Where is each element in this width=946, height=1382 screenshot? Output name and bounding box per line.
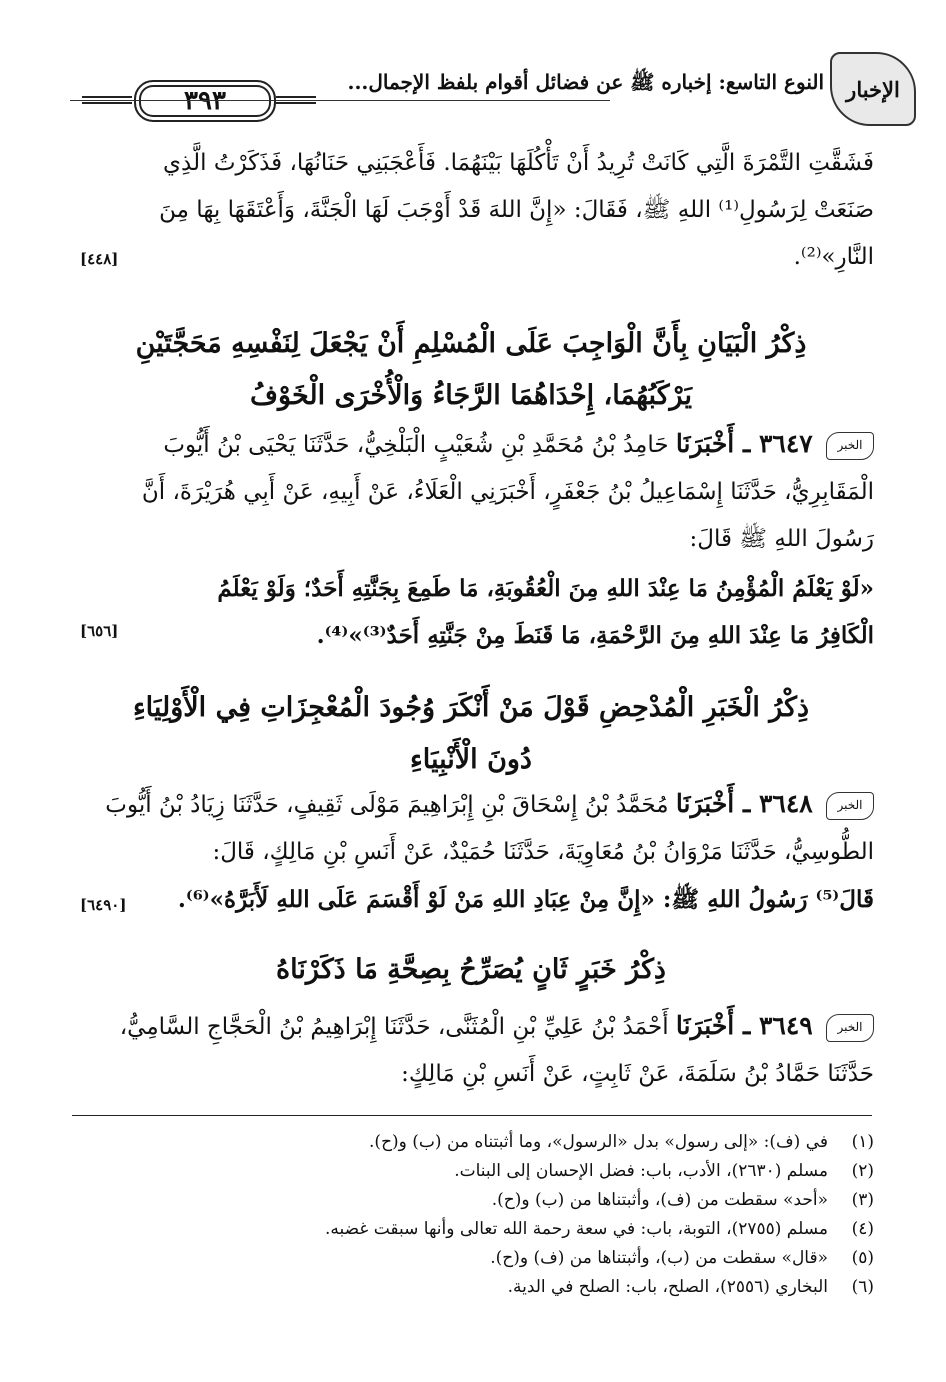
footnote [74,1244,874,1273]
cross-reference: [٦٤٩٠] [80,896,127,914]
hadith-number: ٣٦٤٧ ـ أَخْبَرَنَا [675,429,813,458]
hadith-3647 [68,420,874,563]
footnote-number: (٢) [851,1161,874,1181]
footnote-text: في (ف): «إلى رسول» بدل «الرسول»، وما أثبتناه من (ب) و(ح). [369,1132,828,1152]
text-line: رَسُولَ اللهِ ﷺ قَالَ: [689,526,874,552]
text-line: صَنَعَتْ لِرَسُولِ⁽¹⁾ اللهِ ﷺ، فَقَالَ: «إِنَّ اللهَ قَدْ أَوْجَبَ لَهَا الْجَنَّةَ، وَأَعْتَقَهَا بِهَا مِنَ [159,197,874,223]
footnotes [74,1128,874,1302]
heading-line: ذِكْرُ الْبَيَانِ بِأَنَّ الْوَاجِبَ عَلَى الْمُسْلِمِ أَنْ يَجْعَلَ لِنَفْسِهِ مَحَجَّتَيْنِ [135,328,807,359]
text-line: الْمَقَابِرِيُّ، حَدَّثَنَا إِسْمَاعِيلُ بْنُ جَعْفَرٍ، أَخْبَرَنِي الْعَلَاءُ، عَنْ أَبِيهِ، عَنْ أَبِي هُرَيْرَةَ، أَنَّ [141,479,874,505]
chapter-badge: الإخبار [830,52,916,126]
footnote-text: «قال» سقطت من (ب)، وأثبتناها من (ف) و(ح). [490,1248,828,1268]
khabar-ornament-icon: الخبر [826,1014,874,1042]
section-heading [68,944,874,996]
hadith-number: ٣٦٤٩ ـ أَخْبَرَنَا [675,1011,813,1040]
footnote [74,1186,874,1215]
running-title: النوع التاسع: إخباره ﷺ عن فضائل أقوام بلفظ الإجمال... [347,70,824,94]
isnad-text: حَامِدُ بْنُ مُحَمَّدِ بْنِ شُعَيْبٍ الْبَلْخِيُّ، حَدَّثَنَا يَحْيَى بْنُ أَيُّوبَ [163,432,669,458]
khabar-ornament-icon: الخبر [826,792,874,820]
footnote-text: مسلم (٢٧٥٥)، التوبة، باب: في سعة رحمة الله تعالى وأنها سبقت غضبه. [325,1219,828,1239]
cross-reference: [٦٥٦] [80,622,119,640]
section-heading [68,318,874,422]
paragraph-continuation [68,140,874,281]
text-line: فَشَقَّتِ التَّمْرَةَ الَّتِي كَانَتْ تُرِيدُ أَنْ تَأْكُلَهَا بَيْنَهُمَا. فَأَعْجَبَنِي حَنَانُهَا، فَذَكَرْتُ الَّذِي [163,150,874,176]
section-heading [68,682,874,786]
footnote [74,1157,874,1186]
text-line: النَّارِ»⁽²⁾. [793,244,874,270]
text-line: الطُّوسِيُّ، حَدَّثَنَا مَرْوَانُ بْنُ مُعَاوِيَةَ، حَدَّثَنَا حُمَيْدٌ، عَنْ أَنَسِ بْنِ مَالِكٍ، قَالَ: [212,839,874,865]
text-line [68,1002,874,1051]
header-rule [82,102,132,104]
footnote-number: (١) [851,1132,874,1152]
footnote-number: (٥) [851,1248,874,1268]
hadith-number: ٣٦٤٨ ـ أَخْبَرَنَا [675,789,813,818]
header-rule [276,96,316,98]
isnad-text: مُحَمَّدُ بْنُ إِسْحَاقَ بْنِ إِبْرَاهِيمَ مَوْلَى ثَقِيفٍ، حَدَّثَنَا زِيَادُ بْنُ أَيُّوبَ [105,792,669,818]
text-line: «لَوْ يَعْلَمُ الْمُؤْمِنُ مَا عِنْدَ اللهِ مِنَ الْعُقُوبَةِ، مَا طَمِعَ بِجَنَّتِهِ أَحَدٌ؛ وَلَوْ يَعْلَمُ [217,575,874,602]
header-rule [82,96,132,98]
hadith-3649 [68,1002,874,1098]
heading-line: يَرْكَبُهُمَا، إِحْدَاهُمَا الرَّجَاءُ وَالْأُخْرَى الْخَوْفُ [250,380,692,411]
footnote-divider [72,1115,872,1116]
hadith-3648 [68,780,874,923]
page-header [70,52,916,122]
footnote [74,1215,874,1244]
header-underline [70,100,610,101]
text-line [68,780,874,829]
text-line [68,420,874,469]
footnote-text: «أحد» سقطت من (ف)، وأثبتناها من (ب) و(ح). [491,1190,828,1210]
hadith-matn [68,565,874,659]
footnote-number: (٣) [851,1190,874,1210]
isnad-text: أَحْمَدُ بْنُ عَلِيِّ بْنِ الْمُثَنَّى، حَدَّثَنَا إِبْرَاهِيمُ بْنُ الْحَجَّاجِ السَّامِيُّ، [119,1014,669,1040]
heading-line: دُونَ الْأَنْبِيَاءِ [410,744,532,775]
footnote-number: (٦) [851,1277,874,1297]
heading-line: ذِكْرُ خَبَرٍ ثَانٍ يُصَرِّحُ بِصِحَّةِ مَا ذَكَرْنَاهُ [276,954,666,985]
footnote-number: (٤) [851,1219,874,1239]
cross-reference: [٤٤٨] [80,250,119,268]
header-rule [276,102,316,104]
hadith-matn: قَالَ⁽⁵⁾ رَسُولُ اللهِ ﷺ: «إِنَّ مِنْ عِبَادِ اللهِ مَنْ لَوْ أَقْسَمَ عَلَى اللهِ لَأَبَرَّهُ»⁽⁶⁾. [177,886,874,913]
footnote [74,1128,874,1157]
footnote [74,1273,874,1302]
footnote-text: مسلم (٢٦٣٠)، الأدب، باب: فضل الإحسان إلى البنات. [454,1161,828,1181]
footnote-text: البخاري (٢٥٥٦)، الصلح، باب: الصلح في الدية. [507,1277,828,1297]
page-number: ٣٩٣ [134,80,276,122]
text-line: الْكَافِرُ مَا عِنْدَ اللهِ مِنَ الرَّحْمَةِ، مَا قَنَطَ مِنْ جَنَّتِهِ أَحَدٌ⁽³⁾»⁽⁴⁾. [316,622,874,649]
heading-line: ذِكْرُ الْخَبَرِ الْمُدْحِضِ قَوْلَ مَنْ أَنْكَرَ وُجُودَ الْمُعْجِزَاتِ فِي الْأَوْلِيَاءِ [132,692,810,723]
text-line: حَدَّثَنَا حَمَّادُ بْنُ سَلَمَةَ، عَنْ ثَابِتٍ، عَنْ أَنَسِ بْنِ مَالِكٍ: [401,1061,874,1087]
khabar-ornament-icon: الخبر [826,432,874,460]
